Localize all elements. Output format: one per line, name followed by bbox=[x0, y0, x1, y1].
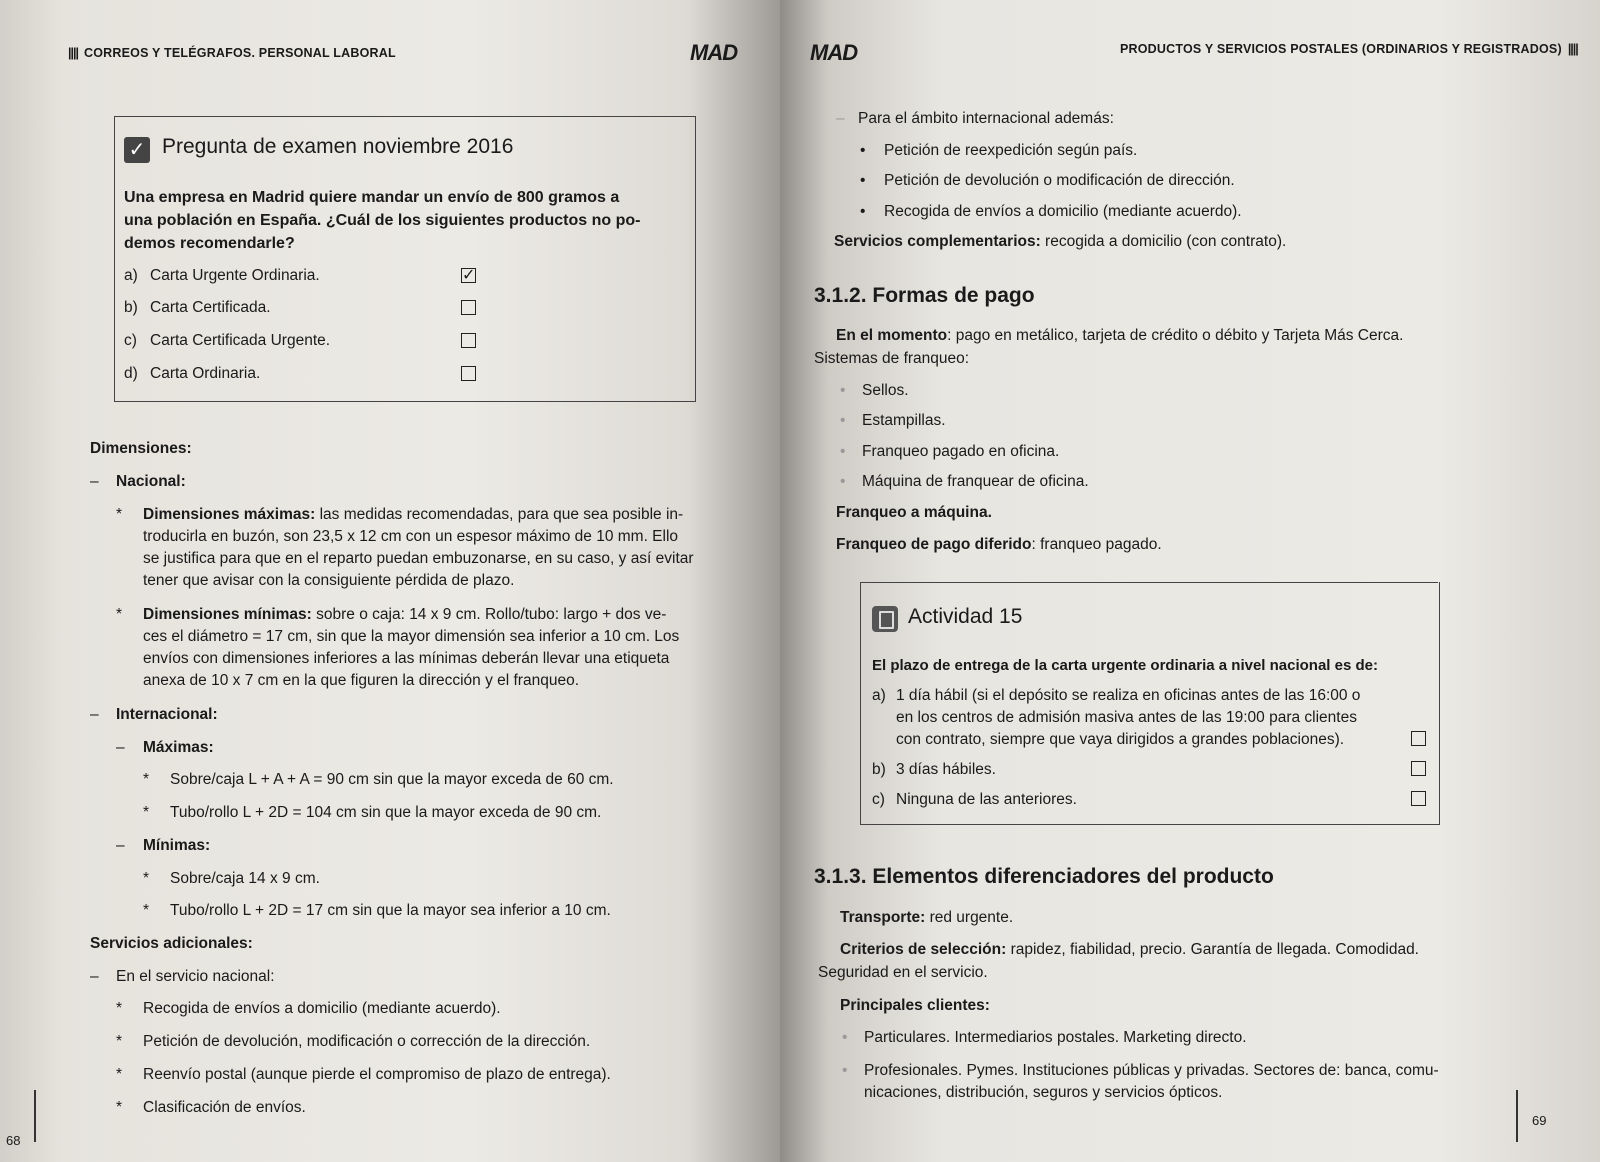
left-running-header: |||| CORREOS Y TELÉGRAFOS. PERSONAL LABORAL bbox=[68, 46, 396, 60]
criterios-line-1: Criterios de selección: rapidez, fiabilidad, precio. Garantía de llegada. Comodidad. bbox=[840, 941, 1419, 958]
section-formas-de-pago: 3.1.2. Formas de pago bbox=[814, 284, 1035, 307]
min-item-1: Sobre/caja 14 x 9 cm. bbox=[170, 870, 320, 887]
franqueo-item-4: Máquina de franquear de oficina. bbox=[862, 473, 1089, 490]
dmax-line-4: tener que avisar con la consiguiente pérdida de plazo. bbox=[143, 572, 515, 589]
activity-option-a-label: a) bbox=[872, 687, 886, 704]
exam-option-d-text: Carta Ordinaria. bbox=[150, 365, 261, 382]
exam-option-b-label: b) bbox=[124, 299, 138, 316]
header-bars-icon: |||| bbox=[1567, 42, 1578, 56]
exam-option-c-label: c) bbox=[124, 332, 137, 349]
exam-option-d-checkbox[interactable] bbox=[461, 366, 476, 381]
bullet: • bbox=[840, 382, 846, 399]
intl-item-3: Recogida de envíos a domicilio (mediante acuerdo). bbox=[884, 203, 1242, 220]
servicio-item-2: Petición de devolución, modificación o corrección de la dirección. bbox=[143, 1033, 591, 1050]
dmin-line-1: Dimensiones mínimas: sobre o caja: 14 x 9 cm. Rollo/tubo: largo + dos ve- bbox=[143, 606, 667, 623]
internacional-heading: Internacional: bbox=[116, 706, 218, 723]
nacional-heading: Nacional: bbox=[116, 473, 186, 490]
activity-option-a-line-2: en los centros de admisión masiva antes de las 19:00 para clientes bbox=[896, 709, 1357, 726]
bullet: • bbox=[840, 473, 846, 490]
intl-item-1: Petición de reexpedición según país. bbox=[884, 142, 1138, 159]
franqueo-maquina: Franqueo a máquina. bbox=[836, 504, 992, 521]
maximas-heading: Máximas: bbox=[143, 739, 214, 756]
dash-bullet: – bbox=[90, 706, 99, 723]
left-page bbox=[0, 0, 780, 1162]
max-item-1: Sobre/caja L + A + A = 90 cm sin que la mayor exceda de 60 cm. bbox=[170, 771, 614, 788]
servicio-item-1: Recogida de envíos a domicilio (mediante acuerdo). bbox=[143, 1000, 501, 1017]
asterisk-bullet: * bbox=[116, 506, 123, 523]
bullet: • bbox=[840, 412, 846, 429]
bullet: • bbox=[860, 142, 866, 159]
right-running-header: PRODUCTOS Y SERVICIOS POSTALES (ORDINARIOS Y REGISTRADOS) |||| bbox=[1120, 42, 1578, 56]
activity-option-c-text: Ninguna de las anteriores. bbox=[896, 791, 1077, 808]
dmin-line-2: ces el diámetro = 17 cm, sin que la mayor dimensión sea inferior a 10 cm. Los bbox=[143, 628, 680, 645]
right-page bbox=[780, 0, 1600, 1162]
servicio-item-4: Clasificación de envíos. bbox=[143, 1099, 306, 1116]
cliente-item-2-line-1: Profesionales. Pymes. Instituciones públicas y privadas. Sectores de: banca, comu- bbox=[864, 1062, 1439, 1079]
principales-clientes: Principales clientes: bbox=[840, 997, 990, 1014]
asterisk-bullet: * bbox=[116, 606, 123, 623]
intl-item-2: Petición de devolución o modificación de dirección. bbox=[884, 172, 1235, 189]
bullet: • bbox=[842, 1029, 848, 1046]
franqueo-item-2: Estampillas. bbox=[862, 412, 946, 429]
max-item-2: Tubo/rollo L + 2D = 104 cm sin que la mayor exceda de 90 cm. bbox=[170, 804, 602, 821]
dmax-line-2: troducirla en buzón, son 23,5 x 12 cm con un espesor máximo de 10 mm. Ello bbox=[143, 528, 679, 545]
asterisk-bullet: * bbox=[143, 804, 150, 821]
exam-question-line-3: demos recomendarle? bbox=[124, 235, 295, 252]
activity-option-b-text: 3 días hábiles. bbox=[896, 761, 996, 778]
book-icon bbox=[872, 606, 898, 632]
asterisk-bullet: * bbox=[116, 1000, 123, 1017]
cliente-item-2-line-2: nicaciones, distribución, seguros y servicios ópticos. bbox=[864, 1084, 1223, 1101]
left-logo: MAD bbox=[690, 40, 738, 65]
exam-question-line-1: Una empresa en Madrid quiere mandar un envío de 800 gramos a bbox=[124, 189, 620, 206]
exam-question-line-2: una población en España. ¿Cuál de los siguientes productos no po- bbox=[124, 212, 641, 229]
exam-option-a-checkbox[interactable]: ✓ bbox=[462, 267, 476, 284]
header-bars-icon: |||| bbox=[68, 46, 78, 60]
page-edge-line bbox=[1516, 1090, 1518, 1142]
activity-option-b-label: b) bbox=[872, 761, 886, 778]
bullet: • bbox=[842, 1062, 848, 1079]
asterisk-bullet: * bbox=[143, 902, 150, 919]
dmax-line-3: se justifica para que en el reparto puedan embuzonarse, en su caso, y así evitar bbox=[143, 550, 694, 567]
min-item-2: Tubo/rollo L + 2D = 17 cm sin que la mayor sea inferior a 10 cm. bbox=[170, 902, 611, 919]
asterisk-bullet: * bbox=[116, 1099, 123, 1116]
activity-question: El plazo de entrega de la carta urgente ordinaria a nivel nacional es de: bbox=[872, 657, 1378, 674]
dmax-line-1: Dimensiones máximas: las medidas recomendadas, para que sea posible in- bbox=[143, 506, 684, 523]
servicios-heading: Servicios adicionales: bbox=[90, 935, 253, 952]
intl-intro: Para el ámbito internacional además: bbox=[858, 110, 1114, 127]
dash-bullet: – bbox=[116, 837, 125, 854]
sistemas-franqueo: Sistemas de franqueo: bbox=[814, 350, 970, 367]
transporte: Transporte: red urgente. bbox=[840, 909, 1014, 926]
page-edge-line bbox=[34, 1090, 36, 1142]
bullet: • bbox=[840, 443, 846, 460]
asterisk-bullet: * bbox=[143, 870, 150, 887]
exam-option-c-checkbox[interactable] bbox=[461, 333, 476, 348]
exam-option-a-text: Carta Urgente Ordinaria. bbox=[150, 267, 320, 284]
activity-option-a-checkbox[interactable] bbox=[1411, 731, 1426, 746]
franqueo-item-3: Franqueo pagado en oficina. bbox=[862, 443, 1060, 460]
bullet: • bbox=[860, 203, 866, 220]
dmin-line-3: envíos con dimensiones inferiores a las mínimas deberán llevar una etiqueta bbox=[143, 650, 670, 667]
dash-bullet: – bbox=[116, 739, 125, 756]
exam-option-c-text: Carta Certificada Urgente. bbox=[150, 332, 331, 349]
franqueo-item-1: Sellos. bbox=[862, 382, 909, 399]
dimensiones-heading: Dimensiones: bbox=[90, 440, 192, 457]
bullet: • bbox=[860, 172, 866, 189]
dash-bullet: – bbox=[90, 473, 99, 490]
left-page-number: 68 bbox=[6, 1133, 21, 1148]
exam-option-b-checkbox[interactable] bbox=[461, 300, 476, 315]
cliente-item-1: Particulares. Intermediarios postales. Marketing directo. bbox=[864, 1029, 1247, 1046]
section-elementos-diferenciadores: 3.1.3. Elementos diferenciadores del producto bbox=[814, 865, 1274, 888]
minimas-heading: Mínimas: bbox=[143, 837, 211, 854]
right-logo: MAD bbox=[810, 40, 858, 65]
asterisk-bullet: * bbox=[116, 1033, 123, 1050]
checkmark-icon: ✓ bbox=[124, 137, 150, 163]
asterisk-bullet: * bbox=[116, 1066, 123, 1083]
activity-option-a-line-1: 1 día hábil (si el depósito se realiza en oficinas antes de las 16:00 o bbox=[896, 687, 1361, 704]
activity-option-c-label: c) bbox=[872, 791, 885, 808]
servicio-nacional-text: En el servicio nacional: bbox=[116, 968, 275, 985]
franqueo-diferido: Franqueo de pago diferido: franqueo pagado. bbox=[836, 536, 1162, 553]
right-page-number: 69 bbox=[1532, 1113, 1547, 1128]
asterisk-bullet: * bbox=[143, 771, 150, 788]
activity-title: Actividad 15 bbox=[908, 605, 1023, 628]
dash-bullet: – bbox=[90, 968, 99, 985]
servicio-item-3: Reenvío postal (aunque pierde el compromiso de plazo de entrega). bbox=[143, 1066, 611, 1083]
dmin-line-4: anexa de 10 x 7 cm en la que figuren la dirección y el franqueo. bbox=[143, 672, 579, 689]
criterios-line-2: Seguridad en el servicio. bbox=[818, 964, 988, 981]
servicios-complementarios: Servicios complementarios: recogida a domicilio (con contrato). bbox=[834, 233, 1287, 250]
activity-option-b-checkbox[interactable] bbox=[1411, 761, 1426, 776]
dash-bullet: – bbox=[836, 110, 845, 127]
exam-option-d-label: d) bbox=[124, 365, 138, 382]
activity-option-a-line-3: con contrato, siempre que vaya dirigidos a grandes poblaciones). bbox=[896, 731, 1345, 748]
activity-option-c-checkbox[interactable] bbox=[1411, 791, 1426, 806]
exam-box-title: Pregunta de examen noviembre 2016 bbox=[162, 135, 514, 158]
exam-option-b-text: Carta Certificada. bbox=[150, 299, 271, 316]
exam-question-box bbox=[114, 116, 696, 402]
en-el-momento: En el momento: pago en metálico, tarjeta de crédito o débito y Tarjeta Más Cerca. bbox=[836, 327, 1404, 344]
exam-option-a-label: a) bbox=[124, 267, 138, 284]
